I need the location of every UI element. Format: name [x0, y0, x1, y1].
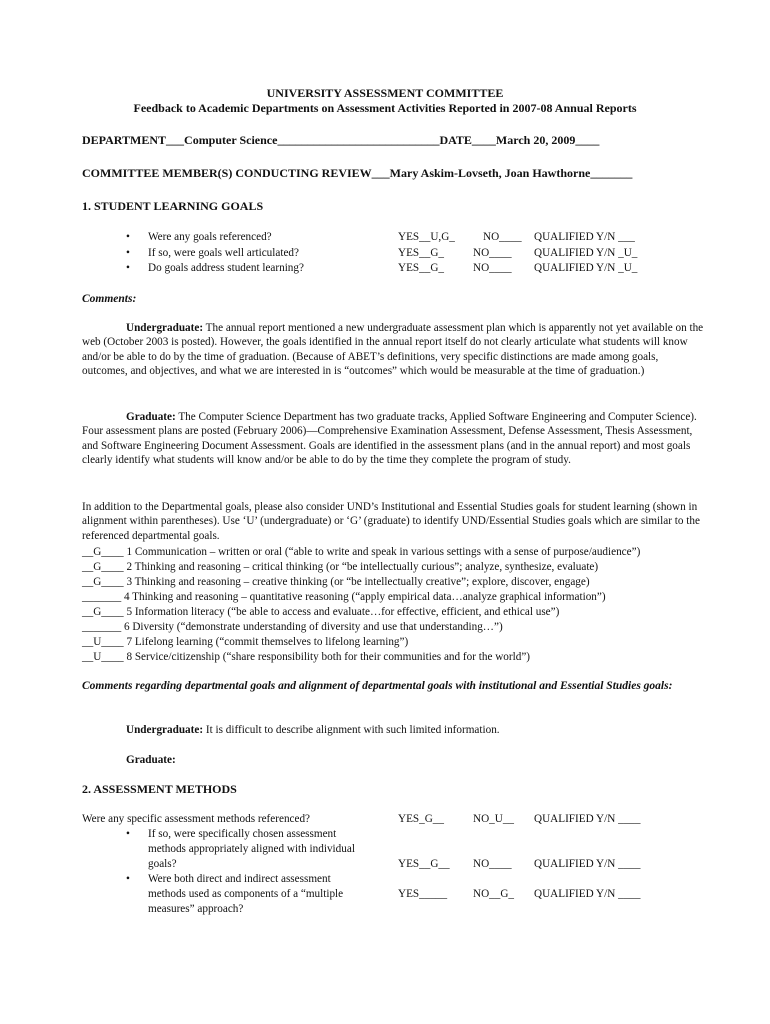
direct-indirect-question-line: methods used as components of a “multiple [148, 888, 344, 900]
no-answer: NO__G_ [473, 888, 515, 900]
grad-comment [82, 410, 704, 468]
yes-answer: YES__G_ [398, 247, 444, 259]
methods-aligned-question-line: goals? [148, 858, 177, 870]
qualified-answer: QUALIFIED Y/N ____ [534, 858, 641, 870]
document-subtitle: Feedback to Academic Departments on Assessment Activities Reported in 2007-08 Annual Reports [133, 101, 637, 115]
department-line: DEPARTMENT___Computer Science___________________________DATE____March 20, 2009____ [82, 133, 600, 147]
goal-line: __G____ 2 Thinking and reasoning – critical thinking (or “be intellectually curious”; analyze, synthesize, evaluate) [82, 561, 599, 573]
methods-aligned-question: • If so, were specifically chosen assessment [148, 827, 336, 841]
grad-text: The Computer Science Department has two graduate tracks, Applied Software Engineering and Computer Science). Four assessment plans are posted (February 2006)—Comprehensive Examination Assessment, Defense Assessment, Thesis Assessment, and Software Engineering Document Assessment. Goals are identified in the assessment plans (and in the annual report) and most goals clearly identify what students will know and/or be able to do by the time they complete the program of study. [82, 411, 697, 467]
no-answer: NO_U__ [473, 813, 515, 825]
no-answer: NO____ [473, 262, 512, 274]
yes-answer: YES__U,G_ [398, 231, 455, 243]
undergrad-comment [82, 321, 704, 379]
goal-line: __U____ 7 Lifelong learning (“commit themselves to lifelong learning”) [82, 636, 409, 648]
yes-answer: YES__G_ [398, 262, 444, 274]
goal-question: • Do goals address student learning? [148, 261, 304, 275]
goal-question: • Were any goals referenced? [148, 230, 272, 244]
alignment-comments-label: Comments regarding departmental goals and alignment of departmental goals with institutional and Essential Studies goals: [82, 680, 673, 692]
committee-line: COMMITTEE MEMBER(S) CONDUCTING REVIEW___Mary Askim-Lovseth, Joan Hawthorne_______ [82, 166, 633, 180]
section-1-heading: 1. STUDENT LEARNING GOALS [82, 199, 264, 213]
grad-label: Graduate: [126, 411, 176, 423]
no-answer: NO____ [473, 247, 512, 259]
yes-answer: YES_G__ [398, 813, 444, 825]
undergrad-label: Undergraduate: [126, 322, 204, 334]
alignment-undergrad-comment [126, 723, 500, 737]
additional-goals-text: In addition to the Departmental goals, please also consider UND’s Institutional and Essential Studies goals for student learning (shown in alignment within parentheses). Use ‘U’ (undergraduate) or ‘G’ (graduate) to identify UND/Essential Studies goals which are similar to the referenced departmental goals. [82, 501, 700, 542]
direct-indirect-question-line: measures” approach? [148, 903, 244, 915]
goal-line: _______ 6 Diversity (“demonstrate understanding of diversity and use that understanding…”) [82, 621, 503, 633]
no-answer: NO____ [483, 231, 522, 243]
goal-line: __U____ 8 Service/citizenship (“share responsibility both for their communities and for the world”) [82, 651, 531, 663]
alignment-grad-label: Graduate: [126, 754, 176, 766]
undergrad-text: The annual report mentioned a new undergraduate assessment plan which is apparently not yet available on the web (October 2003 is posted). However, the goals identified in the annual report itself do not clearly articulate what students will know and/or be able to do by the time of graduation. (Because of ABET’s definitions, very specific distinctions are made among goals, outcomes, and objectives, and what we are interested in is “outcomes” which would be measurable at the time of graduation.) [82, 322, 704, 378]
direct-indirect-question: • Were both direct and indirect assessment [148, 872, 331, 886]
qualified-answer: QUALIFIED Y/N _U_ [534, 262, 638, 274]
goal-line: __G____ 1 Communication – written or oral (“able to write and speak in various settings with a sense of purpose/audience”) [82, 546, 641, 558]
qualified-answer: QUALIFIED Y/N _U_ [534, 247, 638, 259]
no-answer: NO____ [473, 858, 512, 870]
goal-question: • If so, were goals well articulated? [148, 246, 299, 260]
qualified-answer: QUALIFIED Y/N ___ [534, 231, 635, 243]
methods-aligned-question-line: methods appropriately aligned with individual [148, 843, 355, 855]
document-title: UNIVERSITY ASSESSMENT COMMITTEE [266, 86, 504, 100]
goal-line: __G____ 3 Thinking and reasoning – creative thinking (or “be intellectually creative”; explore, discover, engage) [82, 576, 590, 588]
yes-answer: YES__G__ [398, 858, 450, 870]
qualified-answer: QUALIFIED Y/N ____ [534, 888, 641, 900]
yes-answer: YES_____ [398, 888, 448, 900]
methods-question: Were any specific assessment methods referenced? [82, 813, 311, 825]
goal-line: __G____ 5 Information literacy (“be able to access and evaluate…for effective, efficient, and ethical use”) [82, 606, 560, 618]
comments-label: Comments: [82, 293, 137, 305]
qualified-answer: QUALIFIED Y/N ____ [534, 813, 641, 825]
section-2-heading: 2. ASSESSMENT METHODS [82, 782, 237, 796]
goal-line: _______ 4 Thinking and reasoning – quantitative reasoning (“apply empirical data…analyze graphical information”) [82, 591, 606, 603]
alignment-undergrad-text: It is difficult to describe alignment with such limited information. [203, 724, 500, 736]
alignment-undergrad-label: Undergraduate: [126, 724, 204, 736]
